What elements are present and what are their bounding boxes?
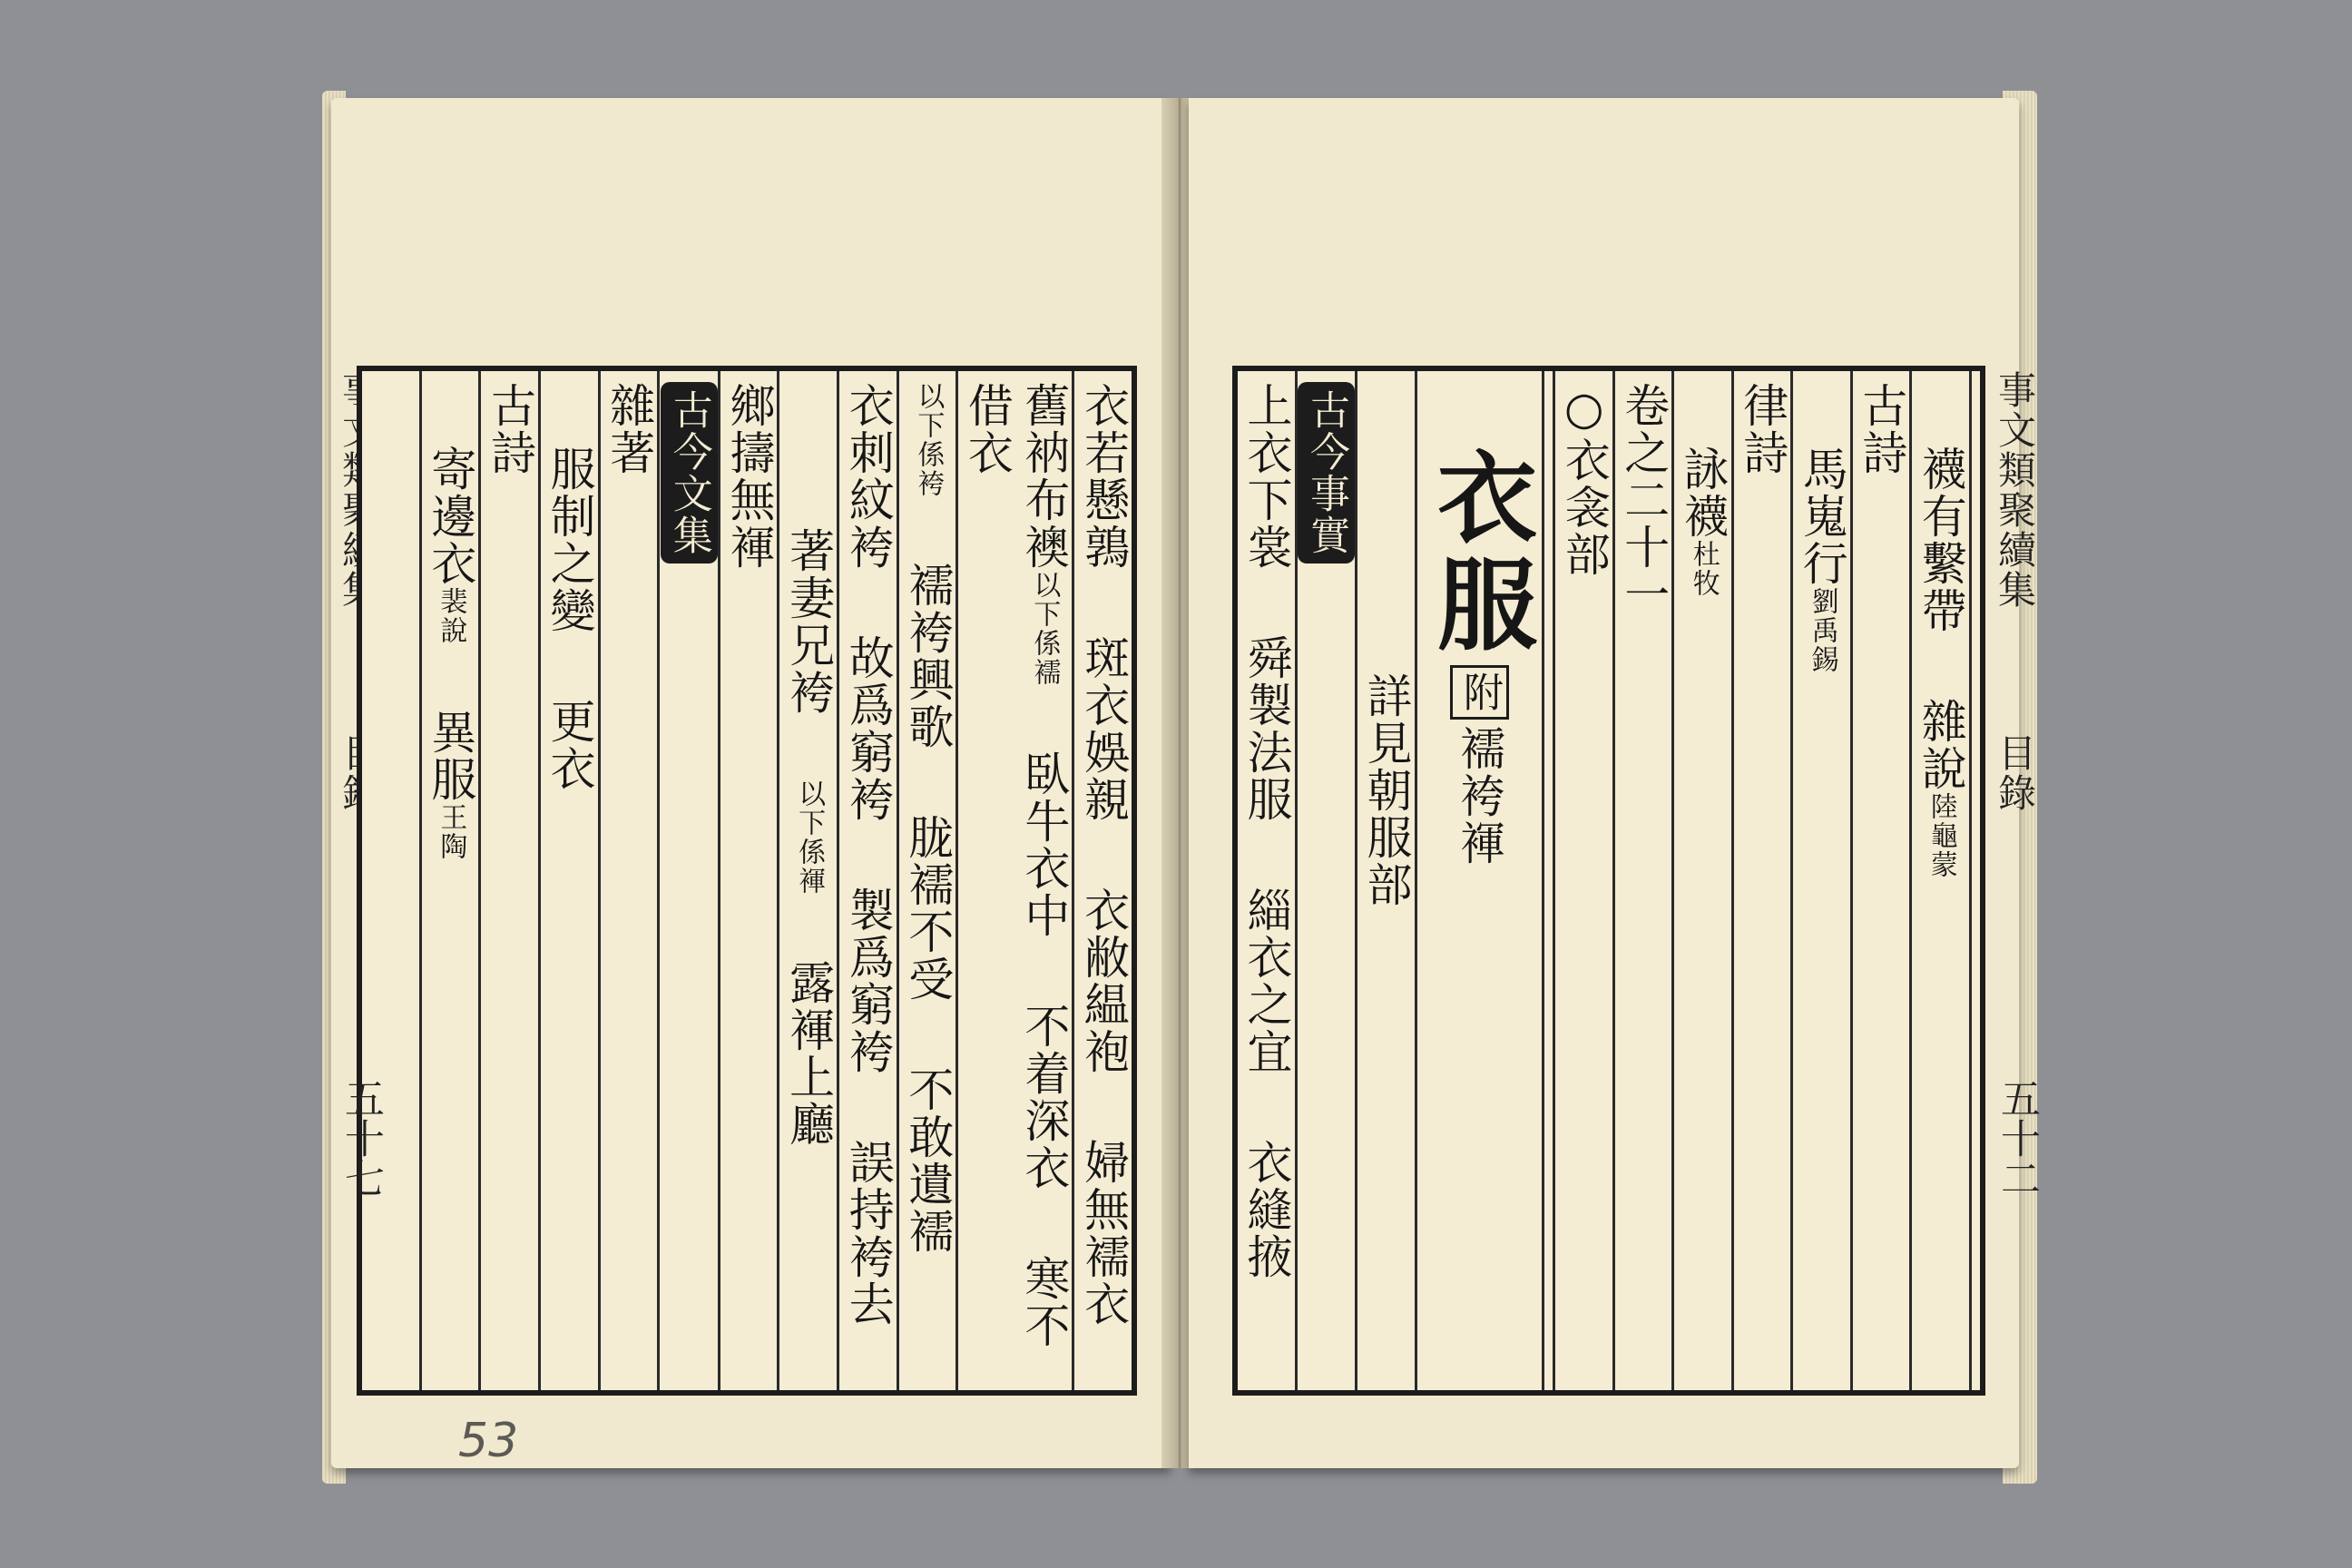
right-column-r2 (1909, 371, 1969, 1390)
entry-text: 卷之二十一 (1617, 382, 1671, 618)
entry-text: 衣敝緼袍 (1077, 887, 1131, 1075)
right-margin-section: 目錄 (1993, 733, 2037, 813)
right-column-r13 (1238, 371, 1295, 1390)
pencil-page-number: 53 (458, 1414, 519, 1468)
entry-text: 寒不借衣 (960, 382, 1071, 1349)
left-column-c12 (362, 371, 419, 1390)
entry-text: 袴 (1453, 772, 1505, 819)
entry-text: 斑衣娛親 (1077, 634, 1131, 823)
entry-text: 異服 (424, 709, 477, 803)
entry-text: 褌 (1453, 819, 1505, 867)
appendix-box: 附 (1450, 665, 1509, 720)
entry-text: 不着深衣 (1017, 1003, 1071, 1191)
left-column-c11 (419, 371, 479, 1390)
entry-text: 故爲窮袴 (841, 634, 895, 823)
entry-text: 衣縫掖 (1240, 1139, 1293, 1280)
left-column-c5 (777, 371, 837, 1390)
entry-text: 舊衲布襖 (1017, 382, 1071, 571)
entry-text: 鄉擣無褌 (722, 382, 776, 571)
entry-text: 古詩 (1855, 382, 1908, 476)
entry-text: 襦 (1453, 725, 1505, 772)
entry-text: 雜著 (603, 382, 656, 476)
right-column-r9 (1542, 371, 1553, 1390)
open-book (322, 91, 2040, 1493)
entry-text: 著妻兄袴 (782, 527, 836, 716)
left-column-c4 (837, 371, 897, 1390)
entry-text: 上衣下裳 (1240, 382, 1293, 571)
entry-text: 誤持袴去 (841, 1139, 895, 1328)
left-column-c8 (598, 371, 658, 1390)
entry-text: 襦袴興歌 (901, 562, 955, 750)
right-column-r1 (1969, 371, 1980, 1390)
right-column-r7 (1612, 371, 1672, 1390)
entry-text: 不敢遺襦 (901, 1066, 955, 1255)
right-column-r11 (1355, 371, 1415, 1390)
left-column-c7 (657, 371, 718, 1390)
left-column-c9 (538, 371, 598, 1390)
section-badge: 古今文集 (661, 382, 718, 564)
left-text-frame (357, 366, 1137, 1396)
annotation-text: 以下係褌 (793, 779, 826, 896)
entry-text: 詳見朝服部 (1359, 672, 1413, 908)
right-column-r10 (1415, 371, 1543, 1390)
left-folio: 五十七 (338, 1078, 384, 1198)
right-column-r5 (1731, 371, 1791, 1390)
annotation-text: 杜牧 (1687, 540, 1720, 598)
entry-text: 古詩 (483, 382, 536, 476)
right-column-r6 (1671, 371, 1731, 1390)
left-column-c2 (956, 371, 1072, 1390)
entry-text: 服制之變 (543, 446, 596, 634)
right-columns (1238, 371, 1980, 1390)
entry-text: 寄邊衣 (424, 446, 477, 587)
annotation-text: 以下係襦 (1028, 571, 1061, 687)
left-column-c10 (478, 371, 538, 1390)
left-page (331, 98, 1171, 1468)
entry-text: ○衣衾部 (1557, 382, 1611, 578)
right-margin-title: 事文類聚續集 (1993, 370, 2037, 610)
entry-text: 律詩 (1736, 382, 1789, 476)
entry-text: 詠襪 (1676, 446, 1730, 540)
section-badge: 古今事實 (1298, 382, 1355, 564)
entry-text: 馬嵬行 (1795, 446, 1848, 587)
left-column-c1 (1072, 371, 1132, 1390)
entry-text: 胧襦不受 (901, 814, 955, 1003)
entry-text: 臥牛衣中 (1017, 750, 1071, 939)
chapter-heading: 衣服 (1421, 446, 1538, 660)
entry-text: 更衣 (543, 698, 596, 792)
annotation-text: 裴說 (435, 587, 467, 645)
right-column-r12 (1295, 371, 1356, 1390)
entry-text: 緇衣之宜 (1240, 887, 1293, 1075)
entry-text: 襪有繫帶 (1914, 446, 1967, 634)
right-column-r8 (1553, 371, 1612, 1390)
left-column-c3 (897, 371, 956, 1390)
right-column-r3 (1850, 371, 1910, 1390)
right-page (1189, 98, 2040, 1468)
entry-text: 婦無襦衣 (1077, 1139, 1131, 1328)
entry-text: 舜製法服 (1240, 634, 1293, 823)
entry-text: 衣若懸鶉 (1077, 382, 1131, 571)
left-column-c6 (718, 371, 778, 1390)
annotation-text: 以下係袴 (912, 382, 945, 498)
left-columns (362, 371, 1132, 1390)
right-folio: 五十二 (1994, 1078, 2040, 1198)
annotation-text: 劉禹錫 (1806, 587, 1838, 674)
entry-text: 衣刺紋袴 (841, 382, 895, 571)
entry-text: 露褌上廳 (782, 959, 836, 1148)
entry-text: 製爲窮袴 (841, 887, 895, 1075)
entry-text: 雜說 (1914, 698, 1967, 792)
right-column-r4 (1790, 371, 1850, 1390)
right-text-frame (1232, 366, 1985, 1396)
annotation-text: 陸龜蒙 (1925, 792, 1957, 879)
annotation-text: 王陶 (435, 803, 467, 861)
